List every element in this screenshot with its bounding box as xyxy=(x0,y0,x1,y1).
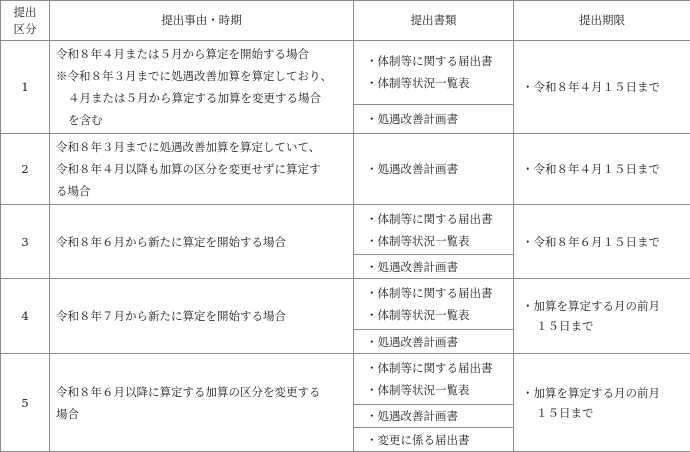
deadline-line: １５日まで xyxy=(522,403,684,423)
header-reason: 提出事由・時期 xyxy=(50,1,354,41)
row-number: 1 xyxy=(1,41,50,134)
reason-line: る場合 xyxy=(56,180,347,202)
deadline-line: ・加算を算定する月の前月 xyxy=(522,383,684,403)
document-item: ・体制等状況一覧表 xyxy=(366,379,507,401)
row-deadline xyxy=(514,134,690,205)
row-reason xyxy=(50,41,354,134)
reason-line: 令和８年６月以降に算定する加算の区分を変更する xyxy=(56,381,347,403)
row-deadline xyxy=(514,41,690,134)
row-reason xyxy=(50,205,354,279)
row-documents xyxy=(354,354,514,405)
table-row xyxy=(1,205,690,255)
reason-line: を含む xyxy=(56,109,347,131)
row-documents xyxy=(354,255,514,279)
row-number: 5 xyxy=(1,354,50,452)
document-item: ・処遇改善計画書 xyxy=(366,405,507,427)
row-number: 3 xyxy=(1,205,50,279)
document-item: ・体制等状況一覧表 xyxy=(366,72,507,94)
row-documents xyxy=(354,330,514,354)
reason-line: 令和８年４月または５月から算定を開始する場合 xyxy=(56,43,347,65)
reason-line: 令和８年６月から新たに算定を開始する場合 xyxy=(56,231,347,253)
header-category-line2: 区分 xyxy=(1,21,49,38)
document-item: ・体制等状況一覧表 xyxy=(366,304,507,326)
document-item: ・体制等に関する届出書 xyxy=(366,357,507,379)
document-item: ・処遇改善計画書 xyxy=(366,331,507,353)
document-item: ・体制等に関する届出書 xyxy=(366,282,507,304)
reason-line: ※令和８年３月までに処遇改善加算を算定しており、 xyxy=(56,65,347,87)
row-documents xyxy=(354,134,514,205)
deadline-line: ・令和８年４月１５日まで xyxy=(522,159,684,179)
row-deadline xyxy=(514,354,690,452)
table-row xyxy=(1,41,690,105)
row-number: 2 xyxy=(1,134,50,205)
deadline-line: ・令和８年４月１５日まで xyxy=(522,77,684,97)
row-documents xyxy=(354,205,514,255)
row-reason xyxy=(50,134,354,205)
reason-line: 令和８年４月以降も加算の区分を変更せずに算定す xyxy=(56,158,347,180)
reason-line: 令和８年３月までに処遇改善加算を算定していて、 xyxy=(56,136,347,158)
reason-line: 令和８年７月から新たに算定を開始する場合 xyxy=(56,305,347,327)
document-item: ・処遇改善計画書 xyxy=(366,108,507,130)
document-item: ・体制等に関する届出書 xyxy=(366,50,507,72)
header-deadline: 提出期限 xyxy=(514,1,690,41)
row-documents xyxy=(354,41,514,105)
document-item: ・体制等に関する届出書 xyxy=(366,208,507,230)
row-documents xyxy=(354,279,514,330)
document-item: ・処遇改善計画書 xyxy=(366,256,507,278)
reason-line: ４月または５月から算定する加算を変更する場合 xyxy=(56,87,347,109)
table-row xyxy=(1,354,690,405)
header-category-line1: 提出 xyxy=(1,4,49,21)
header-row xyxy=(1,1,690,41)
row-documents xyxy=(354,104,514,133)
table-row xyxy=(1,134,690,205)
deadline-line: ・令和８年６月１５日まで xyxy=(522,232,684,252)
row-number: 4 xyxy=(1,279,50,354)
document-item: ・体制等状況一覧表 xyxy=(366,230,507,252)
row-reason xyxy=(50,279,354,354)
row-deadline xyxy=(514,279,690,354)
reason-line: 場合 xyxy=(56,403,347,425)
header-documents: 提出書類 xyxy=(354,1,514,41)
row-documents xyxy=(354,428,514,452)
document-item: ・変更に係る届出書 xyxy=(366,429,507,451)
document-item: ・処遇改善計画書 xyxy=(366,158,507,180)
row-deadline xyxy=(514,205,690,279)
table-row xyxy=(1,279,690,330)
row-documents xyxy=(354,405,514,428)
row-reason xyxy=(50,354,354,452)
deadline-line: ・加算を算定する月の前月 xyxy=(522,296,684,316)
deadline-line: １５日まで xyxy=(522,316,684,336)
header-category xyxy=(1,1,50,41)
